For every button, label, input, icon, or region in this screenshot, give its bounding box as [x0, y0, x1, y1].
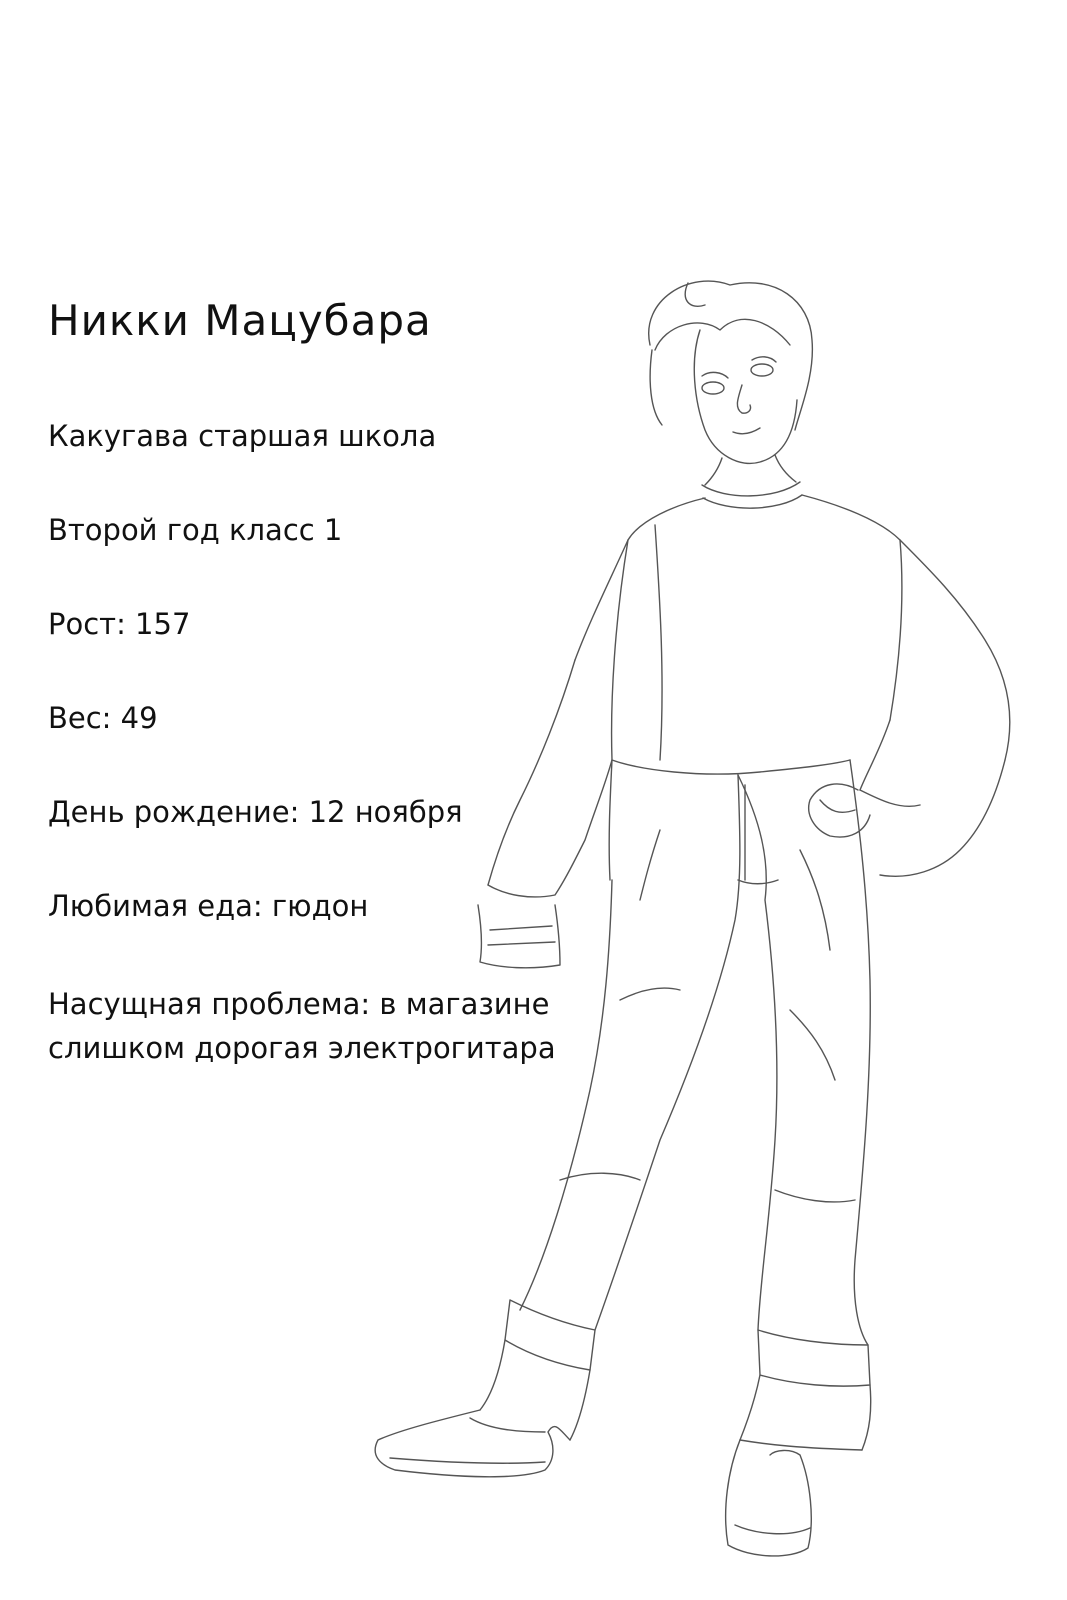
weight-line: Вес: 49 — [48, 701, 158, 735]
height-line: Рост: 157 — [48, 607, 191, 641]
favorite-food-line: Любимая еда: гюдон — [48, 889, 369, 923]
year-class-line: Второй год класс 1 — [48, 513, 343, 547]
character-name: Никки Мацубара — [48, 296, 432, 345]
birthday-line: День рождение: 12 ноября — [48, 795, 463, 829]
character-line-drawing-icon — [360, 270, 1040, 1590]
problem-line-1: Насущная проблема: в магазине — [48, 987, 550, 1021]
problem-line-2: слишком дорогая электрогитара — [48, 1031, 556, 1065]
school-line: Какугава старшая школа — [48, 419, 437, 453]
